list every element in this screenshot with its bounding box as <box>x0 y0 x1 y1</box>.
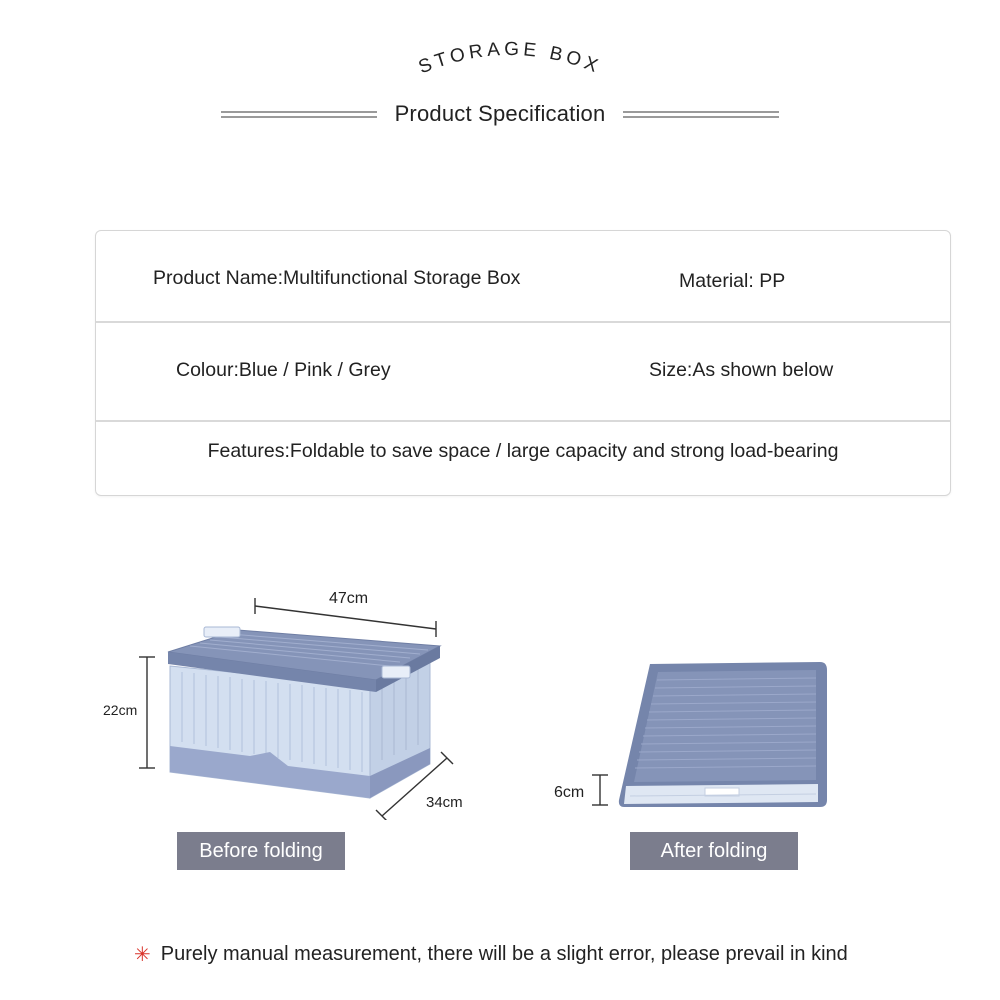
arc-title-text: STORAGE BOX <box>415 38 605 79</box>
svg-text:STORAGE BOX <box>416 39 604 78</box>
measurement-note <box>134 942 848 967</box>
spec-row-colour-size <box>96 321 950 422</box>
size-cell: Size:As shown below <box>649 359 834 381</box>
storage-box-arc-title <box>380 20 640 100</box>
after-folding-caption: After folding <box>630 832 798 870</box>
measurement-note-text: Purely manual measurement, there will be a slight error, please prevail in kind <box>160 943 848 965</box>
height-label: 22cm <box>103 702 138 718</box>
product-specification-title: Product Specification <box>394 101 606 126</box>
spec-row-name-material <box>96 231 950 323</box>
depth-label: 34cm <box>426 794 463 811</box>
width-label: 47cm <box>329 590 369 607</box>
asterisk-icon: ✳ <box>134 944 151 966</box>
product-name-cell: Product Name:Multifunctional Storage Box <box>153 267 521 289</box>
folded-height-label: 6cm <box>554 784 585 801</box>
unfolded-box-illustration <box>120 580 480 820</box>
spec-heading <box>0 98 1000 130</box>
material-cell: Material: PP <box>679 270 786 292</box>
spec-row-features <box>96 420 950 495</box>
colour-cell: Colour:Blue / Pink / Grey <box>176 359 391 381</box>
before-folding-caption: Before folding <box>177 832 345 870</box>
heading-divider-right <box>623 108 779 120</box>
spec-table <box>95 230 951 496</box>
folded-box-illustration <box>580 650 840 820</box>
heading-divider-left <box>221 108 377 120</box>
features-cell: Features:Foldable to save space / large capacity and strong load-bearing <box>207 440 839 462</box>
